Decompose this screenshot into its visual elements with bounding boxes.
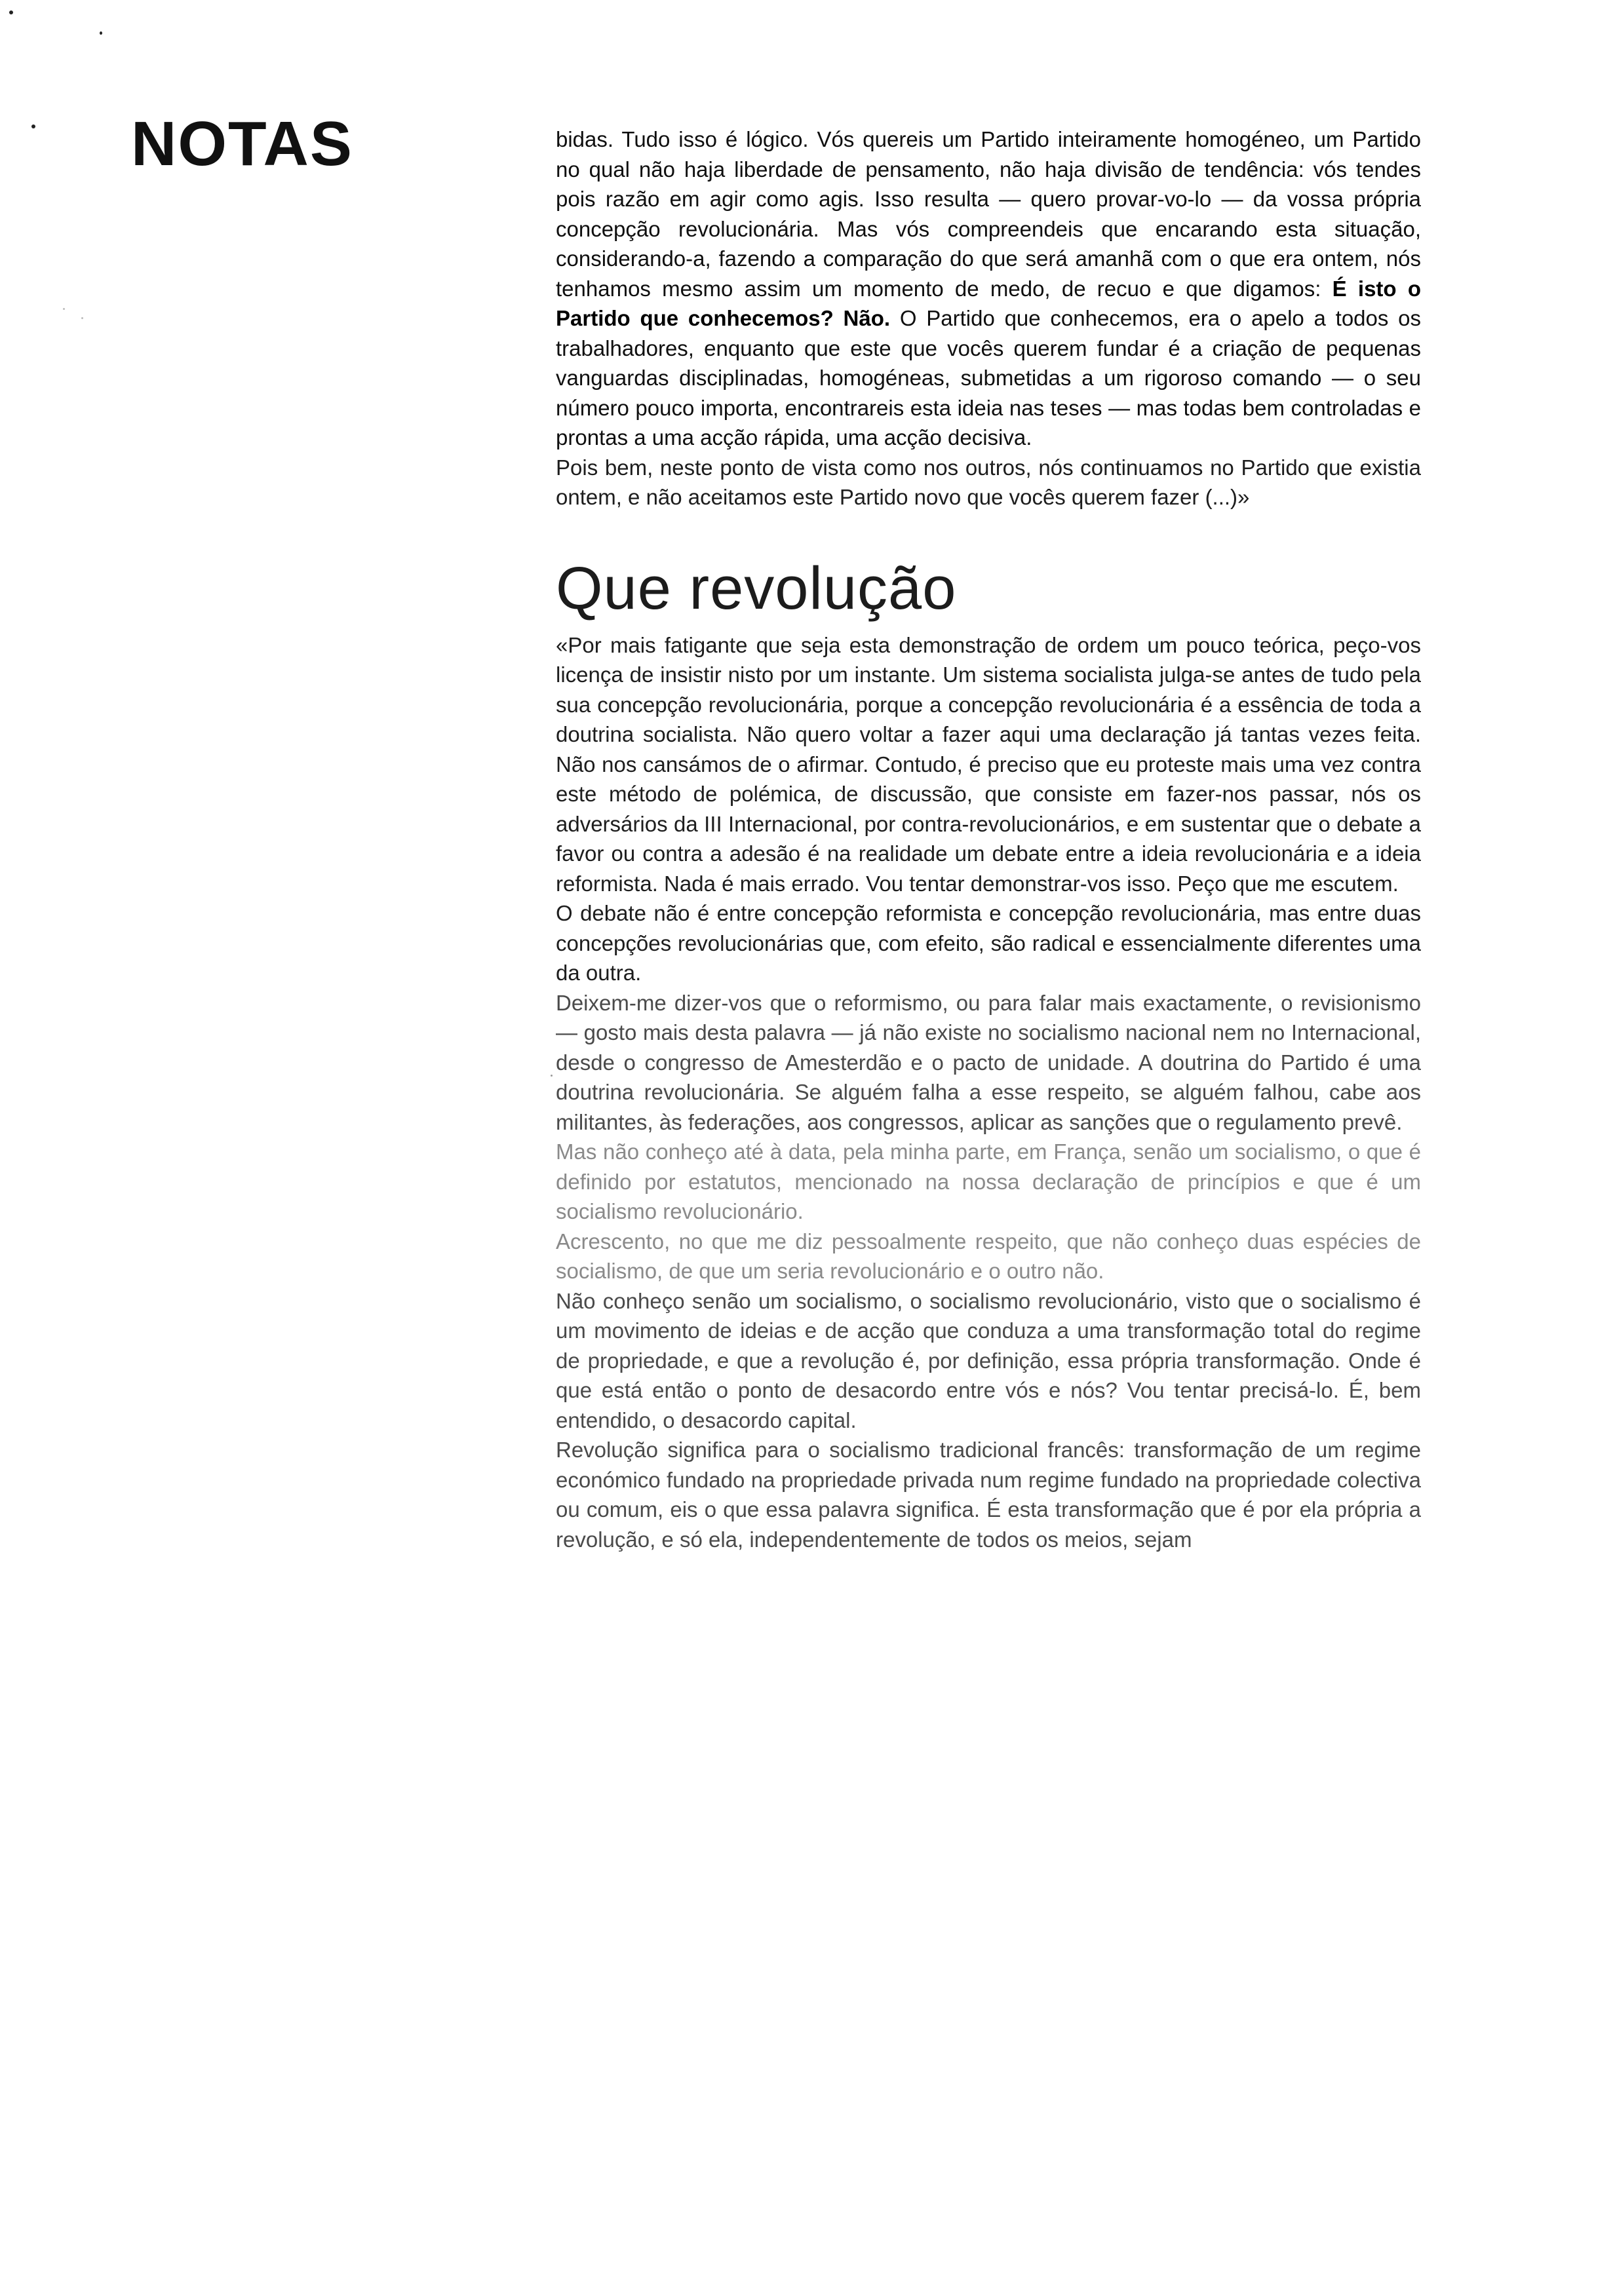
article-column <box>556 124 1421 1554</box>
body-paragraph: O debate não é entre concepção reformista e concepção revolucionária, mas entre duas concepções revolucionárias que, com efeito, são radical e essencialmente diferentes uma da outra. <box>556 901 1421 985</box>
body-paragraph: Não conheço senão um socialismo, o socialismo revolucionário, visto que o socialismo é um movimento de ideias e de acção que conduza a uma transformação total do regime de propriedade, e que a revolução é, por definição, essa própria transformação. Onde é que está então o ponto de desacordo entre vós e nós? Vou tentar precisá-lo. É, bem entendido, o desacordo capital. <box>556 1288 1421 1432</box>
closing-paragraph: Pois bem, neste ponto de vista como nos outros, nós continuamos no Partido que existia ontem, e não aceitamos este Partido novo que vocês querem fazer (...)» <box>556 455 1421 509</box>
scan-speck <box>100 31 102 35</box>
scan-speck <box>9 10 13 14</box>
intro-text-1: bidas. Tudo isso é lógico. Vós quereis um Partido inteiramente homogéneo, um Partido no qual não haja liberdade de pensamento, não haja divisão de tendência: vós tendes pois razão em agir como agis. Isso resulta — quero provar-vo-lo — da vossa própria concepção revolucionária. Mas vós compreendeis que encarando esta situação, considerando-a, fazendo a comparação do que será amanhã com o que era ontem, nós tenhamos mesmo assim um momento de medo, de recuo e que digamos: <box>556 127 1421 301</box>
intro-paragraph <box>556 124 1421 453</box>
intro-text-2: O Partido que conhecemos, era o apelo a todos os trabalhadores, enquanto que este que vocês querem fundar é a criação de pequenas vanguardas disciplinadas, homogéneas, submetidas a um rigoroso comando — o seu número pouco importa, encontrareis esta ideia nas teses — mas todas bem controladas e prontas a uma acção rápida, uma acção decisiva. <box>556 306 1421 450</box>
body-paragraph: Deixem-me dizer-vos que o reformismo, ou para falar mais exactamente, o revisionismo — gosto mais desta palavra — já não existe no socialismo nacional nem no Internacional, desde o congresso de Amesterdão e o pacto de unidade. A doutrina do Partido é uma doutrina revolucionária. Se alguém falha a esse respeito, se alguém falhou, cabe aos militantes, às federações, aos congressos, aplicar as sanções que o regulamento prevê. <box>556 990 1421 1134</box>
intro-bold-question: É isto o Partido que conhecemos? Não. <box>556 276 1421 330</box>
scan-speck <box>81 317 83 319</box>
section-heading: Que revolução <box>556 554 957 622</box>
body-paragraph: «Por mais fatigante que seja esta demonstração de ordem um pouco teórica, peço-vos licença de insistir nisto por um instante. Um sistema socialista julga-se antes de tudo pela sua concepção revolucionária, porque a concepção revolucionária é a essência de toda a doutrina socialista. Não quero voltar a fazer aqui uma declaração já tantas vezes feita. Não nos cansámos de o afirmar. Contudo, é preciso que eu proteste mais uma vez contra este método de polémica, de discussão, que consiste em fazer-nos passar, nós os adversários da III Internacional, por contra-revolucionários, e em sustentar que o debate a favor ou contra a adesão é na realidade um debate entre a ideia revolucionária e a ideia reformista. Nada é mais errado. Vou tentar demonstrar-vos isso. Peço que me escutem. <box>556 632 1421 896</box>
scan-speck <box>63 308 65 310</box>
body-paragraph: Mas não conheço até à data, pela minha parte, em França, senão um socialismo, o que é definido por estatutos, mencionado na nossa declaração de princípios e que é um socialismo revolucionário. <box>556 1139 1421 1223</box>
scan-speck <box>551 1075 553 1077</box>
section-label: NOTAS <box>131 109 353 179</box>
scan-speck <box>31 124 35 128</box>
body-paragraph: Revolução significa para o socialismo tradicional francês: transformação de um regime económico fundado na propriedade privada num regime fundado na propriedade colectiva ou comum, eis o que essa palavra significa. É esta transformação que é por ela própria a revolução, e só ela, independentemente de todos os meios, sejam <box>556 1438 1421 1552</box>
body-paragraph: Acrescento, no que me diz pessoalmente respeito, que não conheço duas espécies de socialismo, de que um seria revolucionário e o outro não. <box>556 1229 1421 1283</box>
